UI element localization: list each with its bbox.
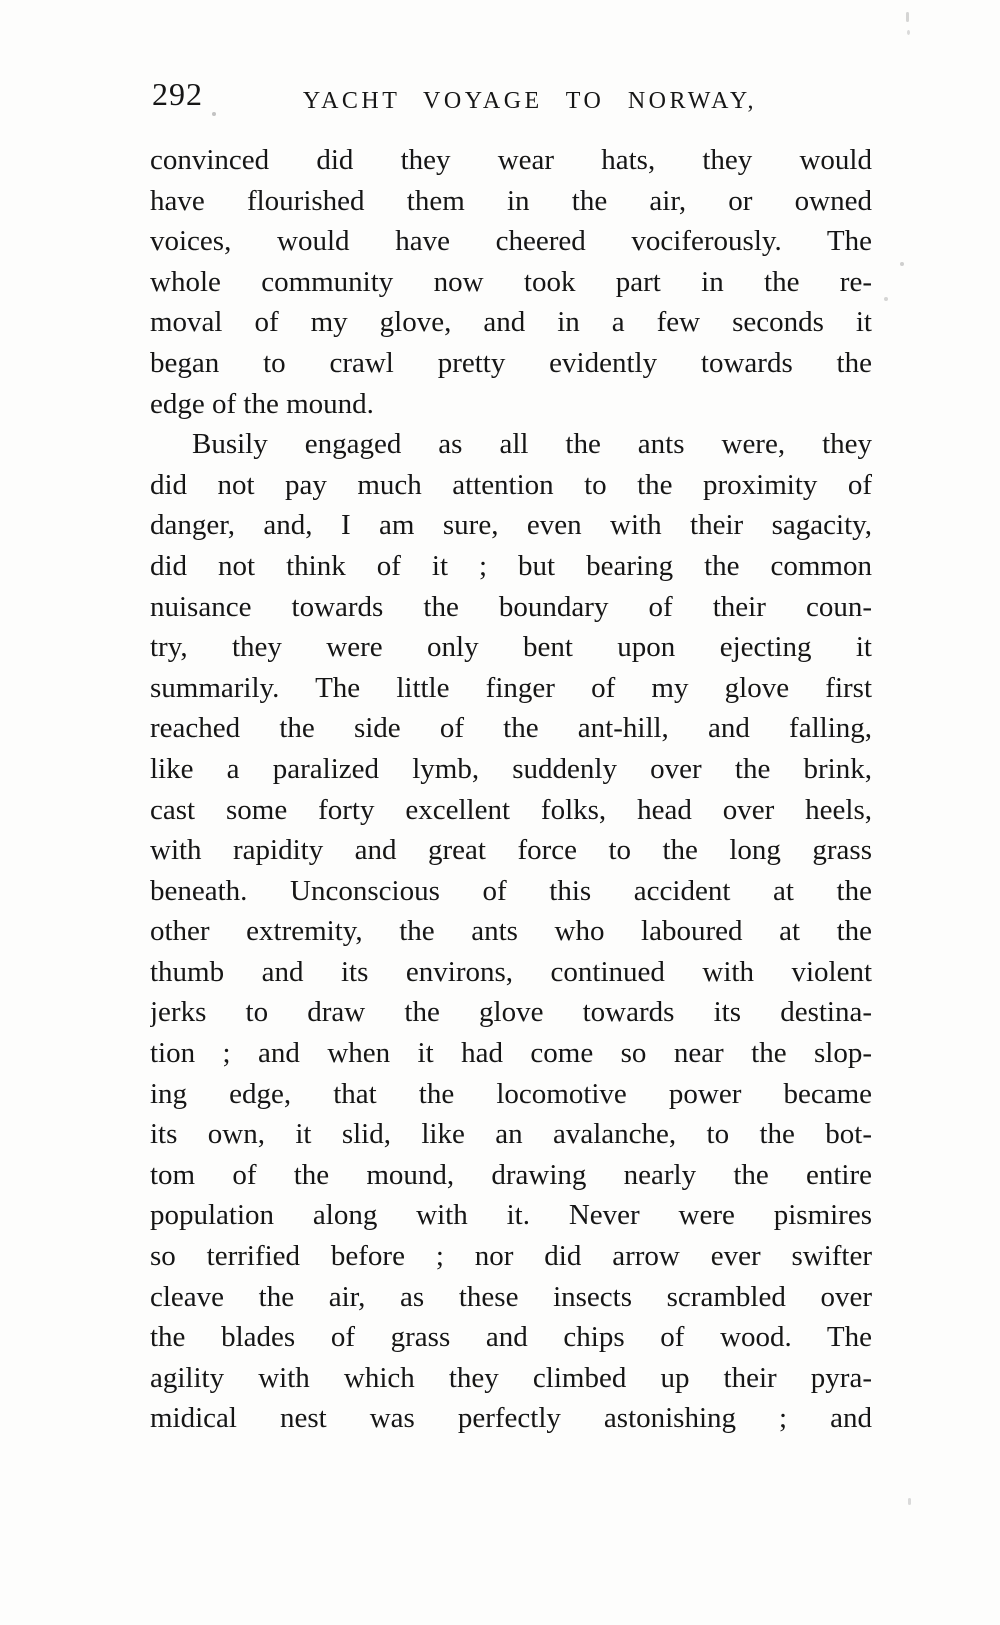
- text-line: tom of the mound, drawing nearly the entire: [150, 1158, 872, 1191]
- text-line: whole community now took part in the re-: [150, 265, 872, 298]
- text-line: thumb and its environs, continued with violent: [150, 955, 872, 988]
- page-header: [150, 0, 870, 140]
- text-line: tion ; and when it had come so near the slop-: [150, 1037, 872, 1070]
- text-line: cast some forty excellent folks, head over heels,: [150, 793, 872, 826]
- text-line: with rapidity and great force to the long grass: [150, 834, 872, 867]
- text-line: agility with which they climbed up their pyra-: [150, 1361, 872, 1394]
- text-line: population along with it. Never were pismires: [150, 1199, 872, 1232]
- text-line: ing edge, that the locomotive power became: [150, 1077, 872, 1110]
- page-body: [150, 140, 872, 1439]
- text-line: danger, and, I am sure, even with their sagacity,: [150, 509, 872, 542]
- text-line: so terrified before ; nor did arrow ever swifter: [150, 1240, 872, 1273]
- text-line: midical nest was perfectly astonishing ; and: [150, 1402, 872, 1435]
- text-line: did not think of it ; but bearing the common: [150, 549, 872, 582]
- text-line: beneath. Unconscious of this accident at the: [150, 874, 872, 907]
- scan-speckle: [900, 262, 904, 266]
- text-line: began to crawl pretty evidently towards the: [150, 346, 872, 379]
- paragraph: [150, 140, 872, 424]
- text-line: have flourished them in the air, or owned: [150, 184, 872, 217]
- scan-speckle: [906, 12, 909, 22]
- text-line: edge of the mound.: [150, 387, 374, 420]
- text-line: cleave the air, as these insects scrambled over: [150, 1280, 872, 1313]
- text-line: voices, would have cheered vociferously. The: [150, 225, 872, 258]
- running-title: YACHT VOYAGE TO NORWAY,: [302, 88, 758, 114]
- text-line: its own, it slid, like an avalanche, to the bot-: [150, 1118, 872, 1151]
- page-number: 292: [152, 76, 203, 112]
- paragraph: [150, 424, 872, 1439]
- scan-speckle: [884, 297, 888, 301]
- text-line: other extremity, the ants who laboured at the: [150, 915, 872, 948]
- text-line: jerks to draw the glove towards its destina-: [150, 996, 872, 1029]
- text-line: the blades of grass and chips of wood. The: [150, 1321, 872, 1354]
- text-line: try, they were only bent upon ejecting it: [150, 631, 872, 664]
- text-line: nuisance towards the boundary of their coun-: [150, 590, 872, 623]
- text-line: Busily engaged as all the ants were, they: [192, 428, 872, 461]
- text-line: like a paralized lymb, suddenly over the brink,: [150, 752, 872, 785]
- text-line: reached the side of the ant-hill, and falling,: [150, 712, 872, 745]
- text-line: did not pay much attention to the proximity of: [150, 468, 872, 501]
- scan-speckle: [907, 30, 910, 35]
- text-line: convinced did they wear hats, they would: [150, 144, 872, 176]
- scan-speckle: [908, 1498, 911, 1505]
- text-line: moval of my glove, and in a few seconds it: [150, 306, 872, 339]
- text-line: summarily. The little finger of my glove first: [150, 671, 872, 704]
